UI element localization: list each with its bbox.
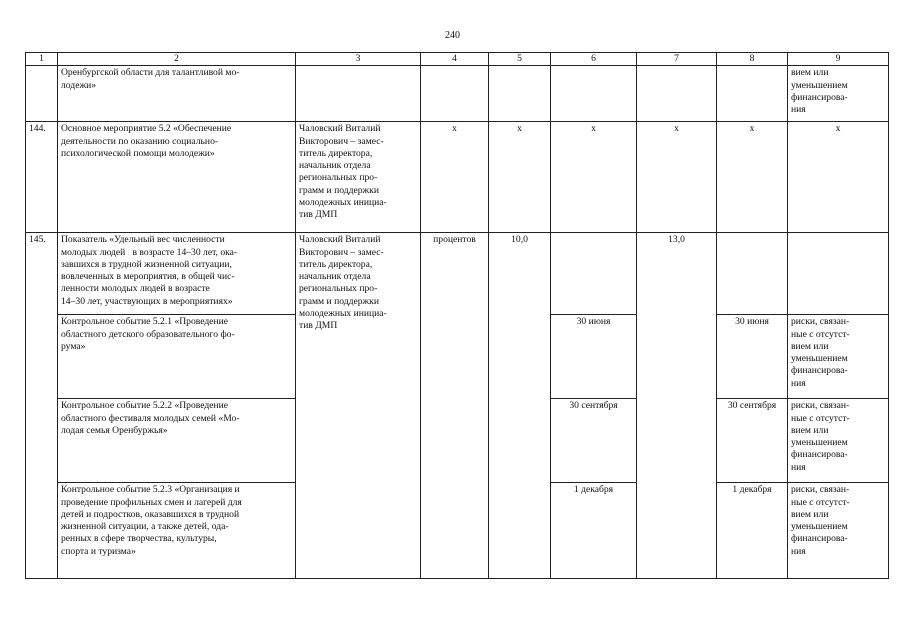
risk-cell [788,315,889,399]
responsible-cell [296,66,421,122]
text-line: риски, связан- [791,400,850,412]
deadline-cell: 30 июня [551,315,637,399]
risk-cell [788,66,889,122]
text-line: молодежных инициа- [299,308,387,320]
text-line: психологической помощи молодежи» [61,147,215,159]
table-row [26,66,889,122]
target-value-cell: 13,0 [637,233,717,579]
unit-cell: процентов [421,233,489,579]
item-name-cell [58,483,296,579]
unit-cell: х [421,122,489,233]
plan-table [25,52,889,579]
text-line: ные с отсутст- [791,412,850,424]
deadline-cell: х [551,122,637,233]
header-row [26,53,889,66]
text-line: тив ДМП [299,209,338,221]
risk-cell [788,483,889,579]
deadline-cell: 1 декабря [551,483,637,579]
text-line: уменьшением [791,353,848,365]
text-line: вием или [791,67,829,79]
text-line: Чаловский Виталий [299,234,381,246]
text-line: начальник отдела [299,160,371,172]
item-name-cell [58,233,296,315]
text-line: грамм и поддержки [299,184,379,196]
text-line: ленности молодых людей в возрасте [61,283,210,295]
text-line: Викторович – замес- [299,246,384,258]
text-line: проведение профильных смен и лагерей для [61,496,242,508]
deadline-cell: 30 сентября [551,399,637,483]
text-line: ния [791,104,806,116]
unit-cell [421,66,489,122]
base-value-cell: х [489,122,551,233]
text-line: региональных про- [299,172,378,184]
deadline-cell [551,66,637,122]
text-line: областного фестиваля молодых семей «Мо- [61,412,240,424]
base-value-cell [489,66,551,122]
text-line: ния [791,461,806,473]
header-cell: 8 [717,53,788,66]
text-line: рума» [61,340,86,352]
responsible-cell [296,233,421,579]
row-number-cell: 145. [26,233,58,579]
text-line: уменьшением [791,79,848,91]
table-row [26,233,889,315]
text-line: ния [791,545,806,557]
item-name-cell [58,315,296,399]
text-line: начальник отдела [299,271,371,283]
header-cell: 9 [788,53,889,66]
completion-cell: х [717,122,788,233]
text-line: финансирова- [791,365,848,377]
text-line: жизненной ситуации, а также детей, ода- [61,521,229,533]
responsible-cell [296,122,421,233]
text-line: Викторович – замес- [299,135,384,147]
text-line: ные с отсутст- [791,328,850,340]
target-value-cell [637,66,717,122]
text-line: Контрольное событие 5.2.3 «Организация и [61,484,240,496]
item-name-cell [58,122,296,233]
completion-cell: 1 декабря [717,483,788,579]
text-line: ния [791,377,806,389]
text-line: финансирова- [791,91,848,103]
text-line: молодежных инициа- [299,197,387,209]
text-line: финансирова- [791,449,848,461]
text-line: 14–30 лет, участвующих в мероприятиях» [61,295,233,307]
text-line: областного детского образовательного фо- [61,328,235,340]
header-cell: 6 [551,53,637,66]
text-line: Показатель «Удельный вес численности [61,234,225,246]
row-number-cell: 144. [26,122,58,233]
text-line: Чаловский Виталий [299,123,381,135]
text-line: финансирова- [791,533,848,545]
base-value-cell: 10,0 [489,233,551,579]
text-line: молодых людей в возрасте 14–30 лет, ока- [61,246,238,258]
text-line: титель директора, [299,258,373,270]
completion-cell: 30 июня [717,315,788,399]
text-line: титель директора, [299,147,373,159]
text-line: вием или [791,424,829,436]
header-cell: 4 [421,53,489,66]
text-line: риски, связан- [791,484,850,496]
header-cell: 2 [58,53,296,66]
completion-cell [717,66,788,122]
text-line: вием или [791,508,829,520]
risk-cell: х [788,122,889,233]
target-value-cell: х [637,122,717,233]
header-cell: 1 [26,53,58,66]
text-line: лодежи» [61,79,97,91]
page-number: 240 [445,30,460,41]
text-line: спорта и туризма» [61,545,136,557]
text-line: Основное мероприятие 5.2 «Обеспечение [61,123,232,135]
text-line: тив ДМП [299,320,338,332]
text-line: уменьшением [791,437,848,449]
text-line: детей и подростков, оказавшихся в трудной [61,508,240,520]
text-line: Оренбургской области для талантливой мо- [61,67,240,79]
text-line: завшихся в трудной жизненной ситуации, [61,258,232,270]
text-line: региональных про- [299,283,378,295]
text-line: Контрольное событие 5.2.1 «Проведение [61,316,229,328]
text-line: уменьшением [791,521,848,533]
text-line: вовлеченных в мероприятия, в общей чис- [61,271,235,283]
header-cell: 7 [637,53,717,66]
text-line: ренных в сфере творчества, культуры, [61,533,217,545]
table-row [26,122,889,233]
risk-cell [788,399,889,483]
text-line: риски, связан- [791,316,850,328]
risk-cell [788,233,889,315]
deadline-cell [551,233,637,315]
completion-cell [717,233,788,315]
text-line: грамм и поддержки [299,295,379,307]
row-number-cell [26,66,58,122]
completion-cell: 30 сентября [717,399,788,483]
text-line: деятельности по оказанию социально- [61,135,219,147]
text-line: Контрольное событие 5.2.2 «Проведение [61,400,229,412]
text-line: лодая семья Оренбуржья» [61,424,168,436]
header-cell: 3 [296,53,421,66]
text-line: ные с отсутст- [791,496,850,508]
item-name-cell [58,66,296,122]
text-line: вием или [791,340,829,352]
header-cell: 5 [489,53,551,66]
item-name-cell [58,399,296,483]
